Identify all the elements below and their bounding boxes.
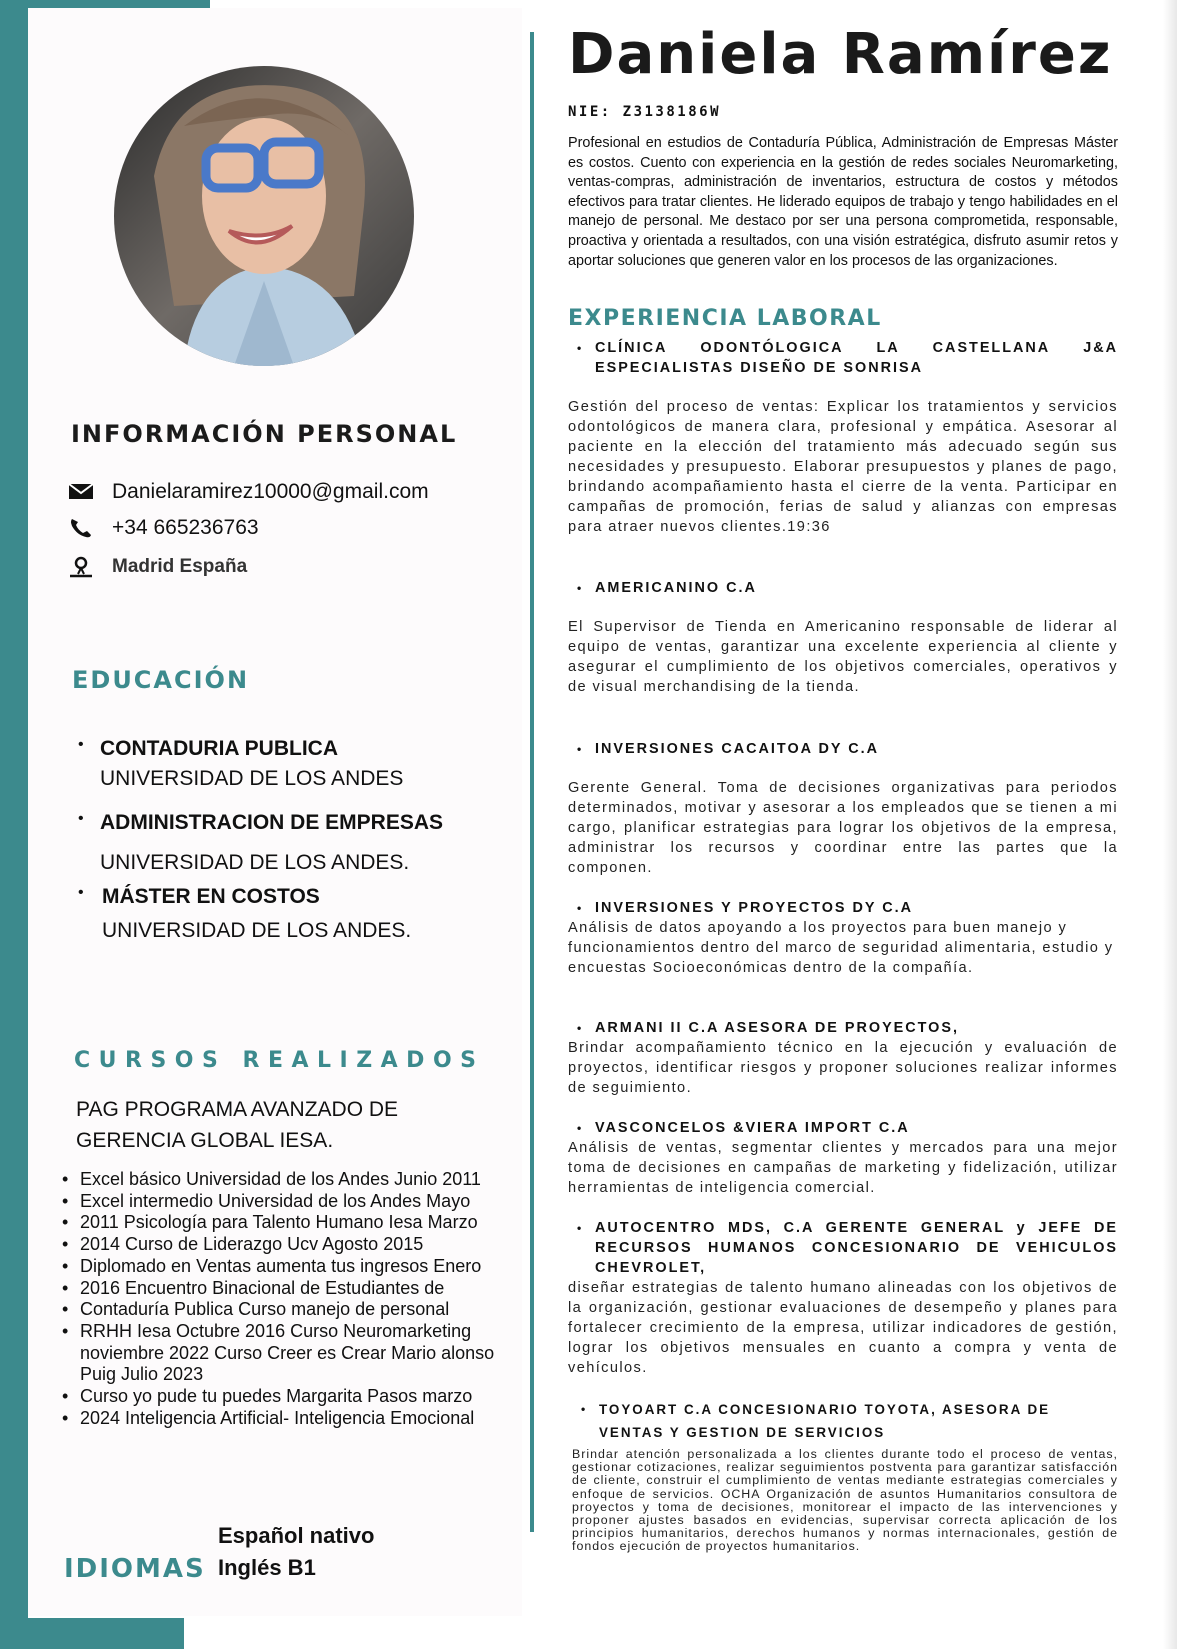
column-divider <box>530 32 534 1532</box>
contact-phone-row <box>68 516 259 540</box>
job-entry <box>568 338 1118 537</box>
course-item: • 2011 Psicología para Talento Humano Iesa Marzo <box>60 1212 520 1234</box>
teal-side-band <box>0 0 28 1649</box>
job-description: diseñar estrategias de talento humano alineadas con los objetivos de la organización, gestionar evaluaciones de desempeño y planes para fortalecer crecimiento de la empresa, utilizar indicadores de gestión, lograr los objetivos mensuales en cuanto a compra y venta de vehículos. <box>568 1280 1118 1376</box>
course-item: • 2014 Curso de Liderazgo Ucv Agosto 2015 <box>60 1234 520 1256</box>
envelope-icon <box>68 481 94 503</box>
phone-text[interactable]: +34 665236763 <box>112 516 259 539</box>
job-company: • CLÍNICA ODONTÓLOGICA LA CASTELLANA J&A ESPECIALISTAS DISEÑO DE SONRISA <box>568 338 1118 378</box>
experience-heading: EXPERIENCIA LABORAL <box>568 306 882 331</box>
job-company: • AUTOCENTRO MDS, C.A GERENTE GENERAL y JEFE DE RECURSOS HUMANOS CONCESIONARIO DE VEHICULOS CHEVROLET, <box>568 1218 1118 1278</box>
job-entry <box>572 1398 1118 1554</box>
job-entry <box>568 1018 1118 1098</box>
profile-photo <box>114 66 414 366</box>
languages-heading: IDIOMAS <box>64 1554 206 1584</box>
education-university: UNIVERSIDAD DE LOS ANDES. <box>100 851 410 874</box>
profile-summary: Profesional en estudios de Contaduría Pública, Administración de Empresas Máster es costos. Cuento con experiencia en la gestión de redes sociales Neuromarketing, ventas-compras, administración de inventarios, estructura de costos y métodos efectivos para tratar clientes. He liderado equipos de trabajo y tengo habilidades en el manejo de personal. Me destaco por ser una persona comprometida, responsable, proactiva y orientada a resultados, con una visión estratégica, disfruto asumir retos y aportar soluciones que generen valor en los procesos de las organizaciones. <box>568 135 1118 269</box>
email-text[interactable]: Danielaramirez10000@gmail.com <box>112 480 429 503</box>
job-company: • INVERSIONES Y PROYECTOS DY C.A <box>568 898 1118 918</box>
teal-top-band <box>0 0 210 8</box>
job-entry <box>568 739 1118 878</box>
location-pin-icon <box>68 556 94 578</box>
job-entry <box>568 898 1118 978</box>
job-description: Gerente General. Toma de decisiones organizativas para periodos determinados, motivar y asesorar a los empleados que se tienen a mi cargo, planificar estrategias para lograr los objetivos de la empresa, administrar los recursos y coordinar entre las partes que la componen. <box>568 780 1118 876</box>
education-degree: • ADMINISTRACION DE EMPRESAS <box>100 811 444 834</box>
education-item <box>78 734 498 794</box>
education-item <box>78 808 498 878</box>
job-description: Brindar atención personalizada a los clientes durante todo el proceso de ventas, gestionar cotizaciones, realizar seguimientos postventa para garantizar satisfacción de cliente, construir el cumplimiento de ventas mediante estrategias comerciales y enfoque de servicios. OCHA Organización de asuntos Humanitarios consultora de proyectos y toma de decisiones, monitorear el impacto de las intervenciones y proponer ajustes basados en evidencias, supervisar correcta aplicación de los principios humanitarios, derechos humanos y normas internacionales, gestión de fondos ejecución de proyectos humanitarios. <box>572 1447 1118 1554</box>
job-company: • INVERSIONES CACAITOA DY C.A <box>568 739 1118 759</box>
course-item: • Excel intermedio Universidad de los Andes Mayo <box>60 1191 520 1213</box>
job-description: Brindar acompañamiento técnico en la ejecución y evaluación de proyectos, identificar riesgos y proponer soluciones realizar informes de seguimiento. <box>568 1040 1118 1096</box>
job-company: • ARMANI II C.A ASESORA DE PROYECTOS, <box>568 1018 1118 1038</box>
job-description: Análisis de ventas, segmentar clientes y mercados para una mejor toma de decisiones en campañas de marketing y fidelización, utilizar herramientas de inteligencia comercial. <box>568 1140 1118 1196</box>
education-list <box>78 734 498 946</box>
job-entry <box>568 578 1118 697</box>
course-item: • 2024 Inteligencia Artificial- Inteligencia Emocional <box>60 1408 520 1430</box>
phone-icon <box>68 517 94 539</box>
education-degree: • CONTADURIA PUBLICA <box>100 737 338 760</box>
job-entry <box>568 1218 1118 1378</box>
course-item: • RRHH Iesa Octubre 2016 Curso Neuromarketing noviembre 2022 Curso Creer es Crear Mario alonso Puig Julio 2023 <box>60 1321 520 1386</box>
job-description: Gestión del proceso de ventas: Explicar los tratamientos y servicios odontológicos de manera clara, profesional y empática. Asesorar al paciente en la elección del tratamiento más adecuado según sus necesidades y presupuesto. Elaborar presupuestos y planes de pago, brindando acompañamiento hasta el cierre de la venta. Participar en campañas de promoción, ferias de salud y alianzas con empresas para atraer nuevos clientes.⁣‎19:36 <box>568 399 1118 535</box>
course-item: • Curso yo pude tu puedes Margarita Pasos marzo <box>60 1386 520 1408</box>
location-text: Madrid España <box>112 556 248 577</box>
course-item: • Diplomado en Ventas aumenta tus ingresos Enero <box>60 1256 520 1278</box>
job-entry <box>568 1118 1118 1198</box>
education-item <box>78 882 498 946</box>
course-item: • Excel básico Universidad de los Andes Junio 2011 <box>60 1169 520 1191</box>
education-heading: EDUCACIÓN <box>72 666 250 694</box>
education-university: UNIVERSIDAD DE LOS ANDES <box>100 767 404 790</box>
language-item: Inglés B1 <box>218 1555 316 1580</box>
contact-email-row <box>68 480 429 504</box>
job-description: Análisis de datos apoyando a los proyectos para buen manejo y funcionamientos dentro del marco de seguridad alimentaria, estudio y encuestas Socioeconómicas dentro de la compañía. <box>568 920 1114 976</box>
candidate-name: Daniela Ramírez <box>568 22 1113 87</box>
courses-heading: CURSOS REALIZADOS <box>74 1048 485 1073</box>
nie-number: NIE: Z3138186W <box>568 104 722 120</box>
contact-location-row <box>68 556 247 578</box>
personal-info-heading: INFORMACIÓN PERSONAL <box>71 420 458 448</box>
page-edge-shadow <box>1163 0 1177 1649</box>
teal-bottom-band <box>0 1618 184 1649</box>
language-item: Español nativo <box>218 1523 375 1548</box>
languages-list <box>218 1520 374 1584</box>
job-company: • VASCONCELOS &VIERA IMPORT C.A <box>568 1118 1118 1138</box>
education-degree: • MÁSTER EN COSTOS <box>102 885 320 908</box>
course-item: • 2016 Encuentro Binacional de Estudiantes de <box>60 1278 520 1300</box>
course-item: • Contaduría Publica Curso manejo de personal <box>60 1299 520 1321</box>
education-university: UNIVERSIDAD DE LOS ANDES. <box>102 919 412 942</box>
courses-list <box>60 1169 520 1429</box>
job-company: • TOYOART C.A CONCESIONARIO TOYOTA, ASESORA DE VENTAS Y GESTION DE SERVICIOS <box>572 1398 1118 1444</box>
job-description: El Supervisor de Tienda en Americanino responsable de liderar al equipo de ventas, garantizar una excelente experiencia al cliente y asegurar el cumplimiento de los objetivos comerciales, operativos y de visual merchandising de la tienda. <box>568 619 1118 695</box>
job-company: • AMERICANINO C.A <box>568 578 1118 598</box>
courses-intro: PAG PROGRAMA AVANZADO DE GERENCIA GLOBAL IESA. <box>76 1098 399 1152</box>
